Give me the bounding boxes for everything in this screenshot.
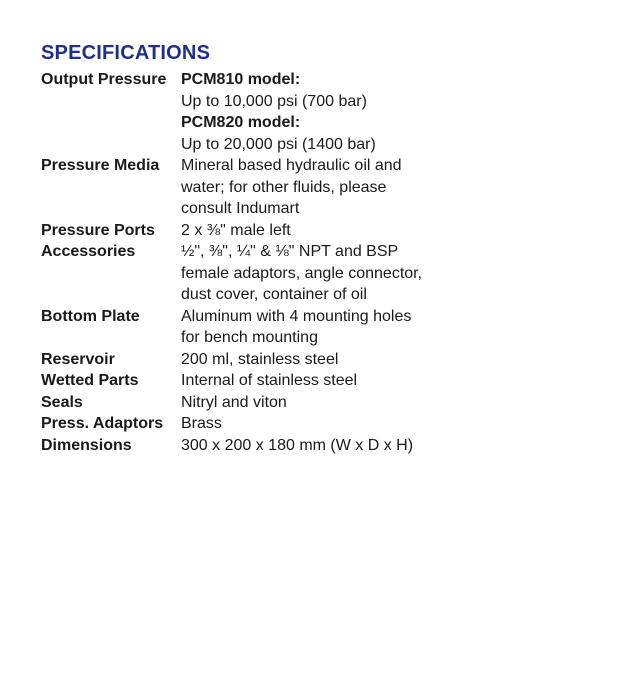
spec-label: Bottom Plate	[41, 307, 140, 325]
spec-label: Pressure Media	[41, 157, 160, 174]
spec-value-line: 2 x ⅜" male left	[181, 221, 291, 239]
spec-value-line: Internal of stainless steel	[181, 372, 358, 389]
spec-value-line: dust cover, container of oil	[181, 286, 367, 303]
spec-label: Pressure Ports	[41, 221, 155, 239]
spec-row	[41, 306, 461, 349]
spec-row	[41, 413, 461, 435]
spec-value-line: Brass	[181, 415, 222, 432]
specifications-list	[41, 69, 461, 456]
spec-value-line: 300 x 200 x 180 mm (W x D x H)	[181, 436, 414, 454]
spec-value	[181, 220, 461, 242]
spec-label: Output Pressure	[41, 71, 167, 88]
spec-row	[41, 392, 461, 414]
spec-row	[41, 435, 461, 457]
spec-value	[181, 435, 461, 457]
spec-label: Press. Adaptors	[41, 415, 164, 432]
spec-value	[181, 69, 461, 155]
spec-value	[181, 349, 461, 371]
spec-row	[41, 241, 461, 306]
page-title: SPECIFICATIONS	[41, 42, 211, 64]
spec-value	[181, 413, 461, 435]
spec-value-line: 200 ml, stainless steel	[181, 350, 339, 368]
spec-row	[41, 69, 461, 155]
spec-value	[181, 306, 461, 349]
spec-row	[41, 220, 461, 242]
spec-label: Wetted Parts	[41, 372, 139, 389]
spec-value-subheading: PCM810 model:	[181, 71, 301, 88]
spec-value-line: Up to 10,000 psi (700 bar)	[181, 92, 367, 110]
spec-label: Accessories	[41, 243, 136, 260]
spec-value-line: consult Indumart	[181, 200, 300, 217]
spec-value	[181, 392, 461, 414]
spec-value-line: Nitryl and viton	[181, 393, 287, 411]
spec-label: Reservoir	[41, 350, 115, 368]
spec-value-line: water; for other fluids, please	[181, 178, 387, 196]
spec-row	[41, 349, 461, 371]
spec-value-line: Mineral based hydraulic oil and	[181, 157, 402, 174]
spec-value	[181, 241, 461, 306]
spec-row	[41, 155, 461, 220]
spec-value	[181, 370, 461, 392]
spec-value-line: ½", ⅜", ¼" & ⅛" NPT and BSP	[181, 243, 399, 260]
spec-value-line: female adaptors, angle connector,	[181, 264, 423, 282]
spec-label: Seals	[41, 393, 83, 411]
spec-value	[181, 155, 461, 220]
spec-value-subheading: PCM820 model:	[181, 114, 301, 131]
spec-label: Dimensions	[41, 436, 132, 454]
spec-row	[41, 370, 461, 392]
spec-value-line: for bench mounting	[181, 329, 318, 346]
spec-value-line: Aluminum with 4 mounting holes	[181, 307, 412, 325]
spec-value-line: Up to 20,000 psi (1400 bar)	[181, 135, 376, 153]
